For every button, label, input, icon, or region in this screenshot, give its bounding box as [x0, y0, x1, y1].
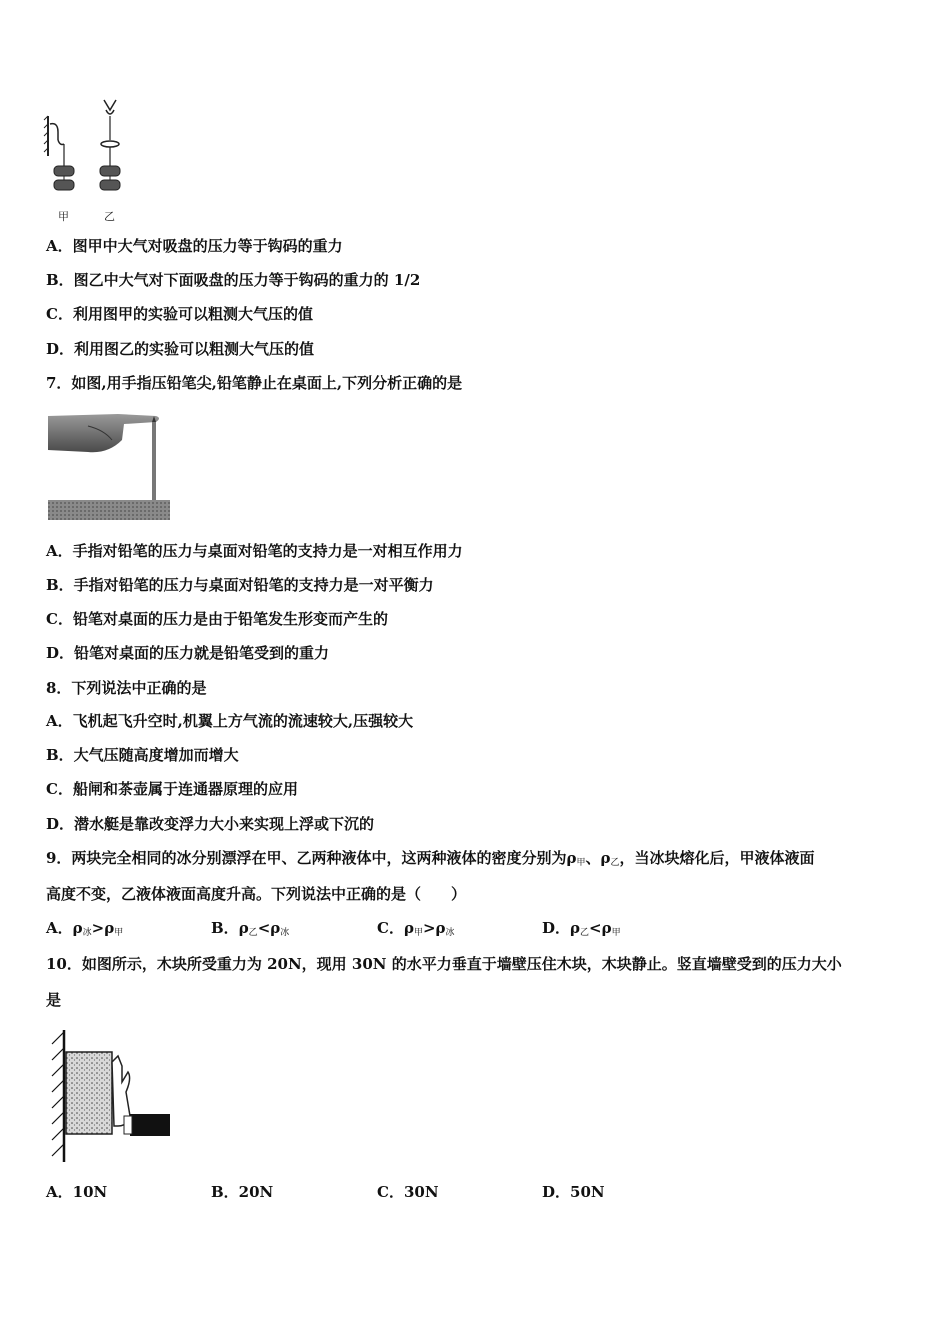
q9-option-d: D．$\rho_乙<\rho_甲$: [542, 919, 621, 938]
q9-stem-line1: 9．两块完全相同的冰分别漂浮在甲、乙两种液体中，这两种液体的密度分别为$\rho_甲$、$\rho_乙$，当冰块熔化后，甲液体液面: [46, 849, 815, 868]
q6-option-b: B．图乙中大气对下面吸盘的压力等于钩码的重力的 1/2: [46, 271, 421, 289]
q8-option-a: A．飞机起飞升空时,机翼上方气流的流速较大,压强较大: [46, 712, 414, 730]
q10-option-b: B．20N: [211, 1183, 274, 1201]
q7-option-a: A．手指对铅笔的压力与桌面对铅笔的支持力是一对相互作用力: [46, 542, 463, 560]
q10-option-a: A．10N: [46, 1183, 108, 1201]
figure-label-jia: 甲: [58, 210, 69, 223]
q8-option-b: B．大气压随高度增加而增大: [46, 746, 239, 764]
q7-stem: 7．如图,用手指压铅笔尖,铅笔静止在桌面上,下列分析正确的是: [46, 374, 463, 392]
q9-stem-line2: 高度不变，乙液体液面高度升高。下列说法中正确的是（ ）: [46, 885, 467, 903]
suction-cup-figure: [40, 96, 130, 208]
q10-stem-line1: 10．如图所示，木块所受重力为 20N，现用 30N 的水平力垂直于墙壁压住木块，木块静止。竖直墙壁受到的压力大小: [46, 955, 842, 973]
wall-block-figure: [46, 1022, 174, 1166]
q10-option-d: D．50N: [542, 1183, 605, 1201]
q8-stem: 8．下列说法中正确的是: [46, 679, 207, 697]
q9-option-c: C．$\rho_甲>\rho_冰$: [377, 919, 455, 938]
q10-option-c: C．30N: [377, 1183, 439, 1201]
q9-option-b: B．$\rho_乙<\rho_冰$: [211, 919, 290, 938]
q8-option-c: C．船闸和茶壶属于连通器原理的应用: [46, 780, 298, 798]
q9-option-a: A．$\rho_冰>\rho_甲$: [46, 919, 124, 938]
q7-option-d: D．铅笔对桌面的压力就是铅笔受到的重力: [46, 644, 330, 662]
q7-option-b: B．手指对铅笔的压力与桌面对铅笔的支持力是一对平衡力: [46, 576, 434, 594]
q6-option-c: C．利用图甲的实验可以粗测大气压的值: [46, 305, 313, 323]
q6-option-a: A．图甲中大气对吸盘的压力等于钩码的重力: [46, 237, 343, 255]
q8-option-d: D．潜水艇是靠改变浮力大小来实现上浮或下沉的: [46, 815, 375, 833]
q7-option-c: C．铅笔对桌面的压力是由于铅笔发生形变而产生的: [46, 610, 388, 628]
finger-pencil-figure: [48, 410, 172, 522]
q6-option-d: D．利用图乙的实验可以粗测大气压的值: [46, 340, 315, 358]
q10-stem-line2: 是: [46, 991, 62, 1009]
figure-label-yi: 乙: [104, 210, 115, 223]
